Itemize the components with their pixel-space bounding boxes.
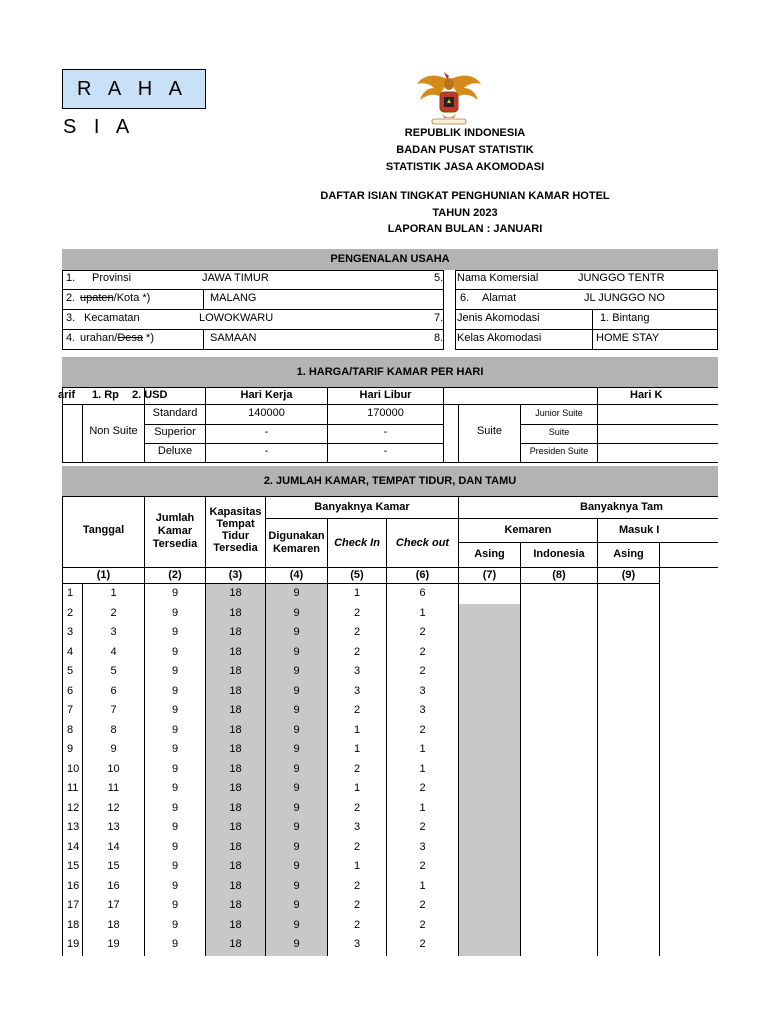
col-number: (5)	[350, 569, 364, 581]
bed-capacity-cell: 18	[229, 743, 242, 755]
room-count-header: Banyaknya Kamar	[314, 501, 410, 513]
section-tariff-title: 1. HARGA/TARIF KAMAR PER HARI	[62, 357, 718, 387]
rooms-table-body	[62, 584, 718, 956]
rooms-available-cell: 9	[171, 801, 179, 814]
checkin-cell: 2	[353, 626, 361, 638]
bed-capacity-cell: 18	[229, 606, 242, 619]
row-index: 4	[67, 645, 74, 658]
holiday-header: Hari Libur	[359, 389, 412, 401]
agency-heading: BADAN PUSAT STATISTIK	[396, 144, 534, 156]
superior-weekday-price: -	[264, 426, 269, 438]
used-yesterday-cell: 9	[293, 938, 300, 950]
rooms-available-cell: 9	[171, 899, 179, 911]
col-number: (4)	[289, 569, 304, 581]
identity-num: 5.	[434, 272, 444, 284]
row-index: 3	[67, 626, 74, 638]
section-rooms-title: 2. JUMLAH KAMAR, TEMPAT TIDUR, DAN TAMU	[62, 466, 718, 496]
row-index: 7	[67, 704, 74, 716]
col-number: (7)	[482, 569, 497, 581]
suite-weekday-header: Hari K	[630, 389, 663, 401]
used-yesterday-cell: 9	[293, 840, 300, 853]
row-index: 11	[67, 782, 79, 794]
col-number: (8)	[552, 569, 566, 581]
date-cell: 18	[107, 918, 120, 931]
bed-capacity-cell: 18	[229, 899, 242, 911]
rooms-available-cell: 9	[171, 840, 179, 853]
suite-type-presiden: Presiden Suite	[529, 446, 589, 456]
confidential-stamp: R A H A S I A	[62, 69, 206, 109]
address-label: Alamat	[482, 292, 517, 304]
row-index: 13	[67, 821, 80, 833]
accommodation-type-label: Jenis Akomodasi	[457, 312, 540, 324]
rooms-available-cell: 9	[171, 821, 179, 833]
date-cell: 4	[110, 645, 117, 658]
used-yesterday-cell: 9	[293, 879, 300, 892]
identity-table	[62, 270, 718, 350]
used-yesterday-cell: 9	[293, 860, 300, 872]
rooms-available-cell: 9	[171, 645, 179, 658]
used-yesterday-cell: 9	[293, 801, 300, 814]
checkin-cell: 2	[353, 899, 361, 911]
suite-group-label: Suite	[476, 425, 503, 437]
date-cell: 5	[110, 665, 117, 677]
date-cell: 14	[107, 840, 120, 853]
checkout-cell: 2	[419, 645, 426, 658]
checkin-cell: 3	[353, 821, 361, 833]
rooms-available-cell: 9	[171, 684, 179, 697]
row-index: 16	[67, 879, 80, 892]
nonsuite-group-label: Non Suite	[89, 425, 138, 437]
date-cell: 11	[107, 782, 120, 794]
date-cell: 19	[107, 938, 120, 950]
bed-capacity-cell: 18	[229, 840, 242, 853]
identity-num: 2.	[66, 292, 76, 304]
used-yesterday-cell: 9	[293, 899, 300, 911]
used-yesterday-cell: 9	[293, 782, 300, 794]
checkout-cell: 2	[419, 918, 426, 931]
deluxe-weekday-price: -	[264, 445, 269, 457]
checkin-cell: 1	[353, 860, 361, 872]
garuda-emblem-icon	[414, 70, 484, 128]
bed-capacity-cell: 18	[229, 821, 242, 833]
bed-capacity-cell: 18	[229, 645, 242, 658]
checkin-cell: 2	[353, 645, 361, 658]
checkin-cell: 2	[353, 801, 361, 814]
identity-num: 1.	[66, 272, 76, 284]
col-number: (2)	[168, 569, 182, 581]
identity-num: 6.	[460, 292, 470, 304]
checkin-cell: 2	[353, 879, 361, 892]
checkin-cell: 3	[353, 665, 361, 677]
bed-capacity-cell: 18	[229, 762, 242, 775]
checkin-header: Check In	[334, 537, 380, 549]
checkout-cell: 3	[419, 684, 426, 697]
district-label: Kecamatan	[84, 312, 140, 324]
used-yesterday-cell: 9	[293, 665, 300, 677]
date-cell: 12	[107, 801, 120, 814]
bed-capacity-cell: 18	[229, 723, 242, 736]
checkout-cell: 6	[419, 587, 426, 599]
checkin-cell: 3	[353, 684, 361, 697]
province-value: JAWA TIMUR	[202, 272, 269, 284]
tariff-label: arif	[58, 389, 76, 401]
checkout-cell: 3	[419, 840, 426, 853]
date-cell: 9	[110, 743, 117, 755]
accommodation-class-label: Kelas Akomodasi	[457, 332, 542, 344]
checkout-cell: 1	[419, 762, 426, 775]
bed-capacity-cell: 18	[229, 860, 242, 872]
deluxe-holiday-price: -	[383, 445, 388, 457]
rooms-available-cell: 9	[171, 860, 179, 872]
rooms-available-cell: 9	[171, 626, 179, 638]
used-yesterday-cell: 9	[293, 918, 300, 931]
checkout-cell: 1	[419, 801, 426, 814]
standard-holiday-price: 170000	[367, 407, 404, 419]
foreign-enter-header: Asing	[613, 548, 644, 560]
bed-capacity-cell: 18	[229, 704, 242, 716]
used-yesterday-header: Digunakan Kemaren	[268, 530, 325, 555]
address-value: JL JUNGGO NO	[584, 292, 665, 304]
row-index: 14	[67, 840, 80, 853]
room-type-standard: Standard	[152, 407, 198, 419]
date-cell: 7	[110, 704, 117, 716]
checkout-cell: 2	[419, 899, 426, 911]
checkin-cell: 1	[353, 743, 361, 755]
date-header: Tanggal	[82, 524, 125, 536]
bed-capacity-cell: 18	[229, 801, 242, 814]
col-number: (3)	[228, 569, 243, 581]
district-value: LOWOKWARU	[199, 312, 274, 324]
used-yesterday-cell: 9	[293, 645, 300, 658]
accommodation-class-value: HOME STAY	[596, 332, 660, 344]
row-index: 10	[67, 762, 80, 775]
checkout-cell: 2	[419, 626, 426, 638]
commercial-name-value: JUNGGO TENTR	[578, 272, 665, 284]
checkin-cell: 1	[353, 723, 361, 736]
bed-capacity-cell: 18	[229, 587, 242, 599]
row-index: 5	[67, 665, 74, 677]
rooms-available-cell: 9	[171, 762, 179, 775]
weekday-header: Hari Kerja	[240, 389, 293, 401]
col-number: (1)	[96, 569, 111, 581]
checkout-cell: 2	[419, 782, 426, 794]
regency-label: upaten/Kota *)	[80, 292, 151, 304]
used-yesterday-cell: 9	[293, 684, 300, 697]
identity-num: 4.	[66, 332, 76, 344]
checkin-cell: 2	[353, 840, 361, 853]
accommodation-type-value: 1. Bintang	[600, 312, 650, 324]
foreign-header: Asing	[474, 548, 505, 560]
used-yesterday-cell: 9	[293, 821, 300, 833]
survey-heading: STATISTIK JASA AKOMODASI	[385, 161, 545, 173]
form-month: LAPORAN BULAN : JANUARI	[387, 223, 543, 235]
village-label: urahan/Desa *)	[80, 332, 154, 344]
date-cell: 2	[110, 606, 117, 619]
row-index: 2	[67, 606, 74, 619]
checkin-cell: 2	[353, 606, 361, 619]
suite-type-junior: Junior Suite	[535, 408, 583, 418]
indonesia-header: Indonesia	[533, 548, 585, 560]
rooms-available-cell: 9	[171, 743, 179, 755]
identity-num: 3.	[66, 312, 76, 324]
used-yesterday-cell: 9	[293, 606, 300, 619]
rooms-available-cell: 9	[171, 606, 179, 619]
rooms-available-cell: 9	[171, 704, 179, 716]
checkout-cell: 2	[419, 938, 426, 950]
room-type-deluxe: Deluxe	[157, 445, 193, 457]
checkout-cell: 3	[419, 704, 426, 716]
row-index: 18	[67, 918, 80, 931]
checkout-cell: 2	[419, 723, 426, 736]
checkin-cell: 2	[353, 918, 361, 931]
guests-enter-header: Masuk I	[619, 524, 660, 536]
standard-weekday-price: 140000	[248, 407, 285, 419]
checkout-cell: 1	[419, 879, 426, 892]
row-index: 12	[67, 801, 80, 814]
checkout-cell: 2	[419, 665, 426, 677]
checkout-cell: 2	[419, 860, 426, 872]
commercial-name-label: Nama Komersial	[457, 272, 539, 284]
checkout-cell: 1	[419, 743, 426, 755]
identity-num: 7.	[434, 312, 444, 324]
bed-capacity-cell: 18	[229, 684, 242, 697]
date-cell: 6	[110, 684, 117, 697]
used-yesterday-cell: 9	[293, 704, 300, 716]
rooms-available-cell: 9	[171, 587, 179, 599]
rooms-available-cell: 9	[171, 782, 179, 794]
rooms-available-cell: 9	[171, 723, 179, 736]
section-identity-title: PENGENALAN USAHA	[62, 249, 718, 270]
rooms-available-cell: 9	[171, 665, 179, 677]
used-yesterday-cell: 9	[293, 743, 300, 755]
form-year: TAHUN 2023	[432, 207, 498, 219]
currency-usd: 2. USD	[132, 389, 168, 401]
guests-yesterday-header: Kemaren	[504, 524, 552, 536]
row-index: 6	[67, 684, 74, 697]
rooms-available-cell: 9	[171, 918, 179, 931]
currency-rp: 1. Rp	[92, 389, 119, 401]
rooms-available-cell: 9	[171, 938, 179, 950]
row-index: 9	[67, 743, 74, 755]
village-value: SAMAAN	[210, 332, 257, 344]
row-index: 8	[67, 723, 74, 736]
checkin-cell: 3	[353, 938, 361, 950]
identity-num: 8.	[434, 332, 444, 344]
used-yesterday-cell: 9	[293, 626, 300, 638]
row-index: 17	[67, 899, 80, 911]
rooms-available-cell: 9	[171, 879, 179, 892]
bed-capacity-cell: 18	[229, 626, 242, 638]
date-cell: 10	[107, 762, 120, 775]
row-index: 1	[67, 587, 74, 599]
room-type-superior: Superior	[154, 426, 196, 438]
checkin-cell: 1	[353, 587, 361, 599]
date-cell: 1	[110, 587, 117, 599]
col-number: (6)	[415, 569, 430, 581]
rooms-available-header: Jumlah Kamar Tersedia	[152, 512, 198, 550]
bed-capacity-cell: 18	[229, 782, 242, 794]
date-cell: 17	[107, 899, 120, 911]
bed-capacity-cell: 18	[229, 918, 242, 931]
checkin-cell: 1	[353, 782, 361, 794]
checkout-cell: 2	[419, 821, 426, 833]
bed-capacity-header: Kapasitas Tempat Tidur Tersedia	[209, 506, 262, 554]
checkout-cell: 1	[419, 606, 426, 619]
checkin-cell: 2	[353, 762, 361, 775]
date-cell: 15	[107, 860, 120, 872]
row-index: 15	[67, 860, 80, 872]
form-title: DAFTAR ISIAN TINGKAT PENGHUNIAN KAMAR HOTEL	[320, 190, 610, 202]
bed-capacity-cell: 18	[229, 938, 242, 950]
checkin-cell: 2	[353, 704, 361, 716]
date-cell: 8	[110, 723, 117, 736]
date-cell: 16	[107, 879, 120, 892]
col-number: (9)	[621, 569, 636, 581]
date-cell: 13	[107, 821, 120, 833]
rooms-table-header	[62, 496, 718, 584]
city-value: MALANG	[210, 292, 257, 304]
used-yesterday-cell: 9	[293, 762, 300, 775]
province-label: Provinsi	[92, 272, 132, 284]
row-index: 19	[67, 938, 80, 950]
used-yesterday-cell: 9	[293, 723, 300, 736]
used-yesterday-cell: 9	[293, 587, 300, 599]
guest-count-header: Banyaknya Tam	[580, 501, 663, 513]
checkout-header: Check out	[395, 537, 450, 549]
suite-type-suite: Suite	[548, 427, 570, 437]
bed-capacity-cell: 18	[229, 879, 242, 892]
date-cell: 3	[110, 626, 117, 638]
tariff-table	[58, 387, 718, 462]
bed-capacity-cell: 18	[229, 665, 242, 677]
country-heading: REPUBLIK INDONESIA	[404, 127, 526, 139]
superior-holiday-price: -	[383, 426, 388, 438]
